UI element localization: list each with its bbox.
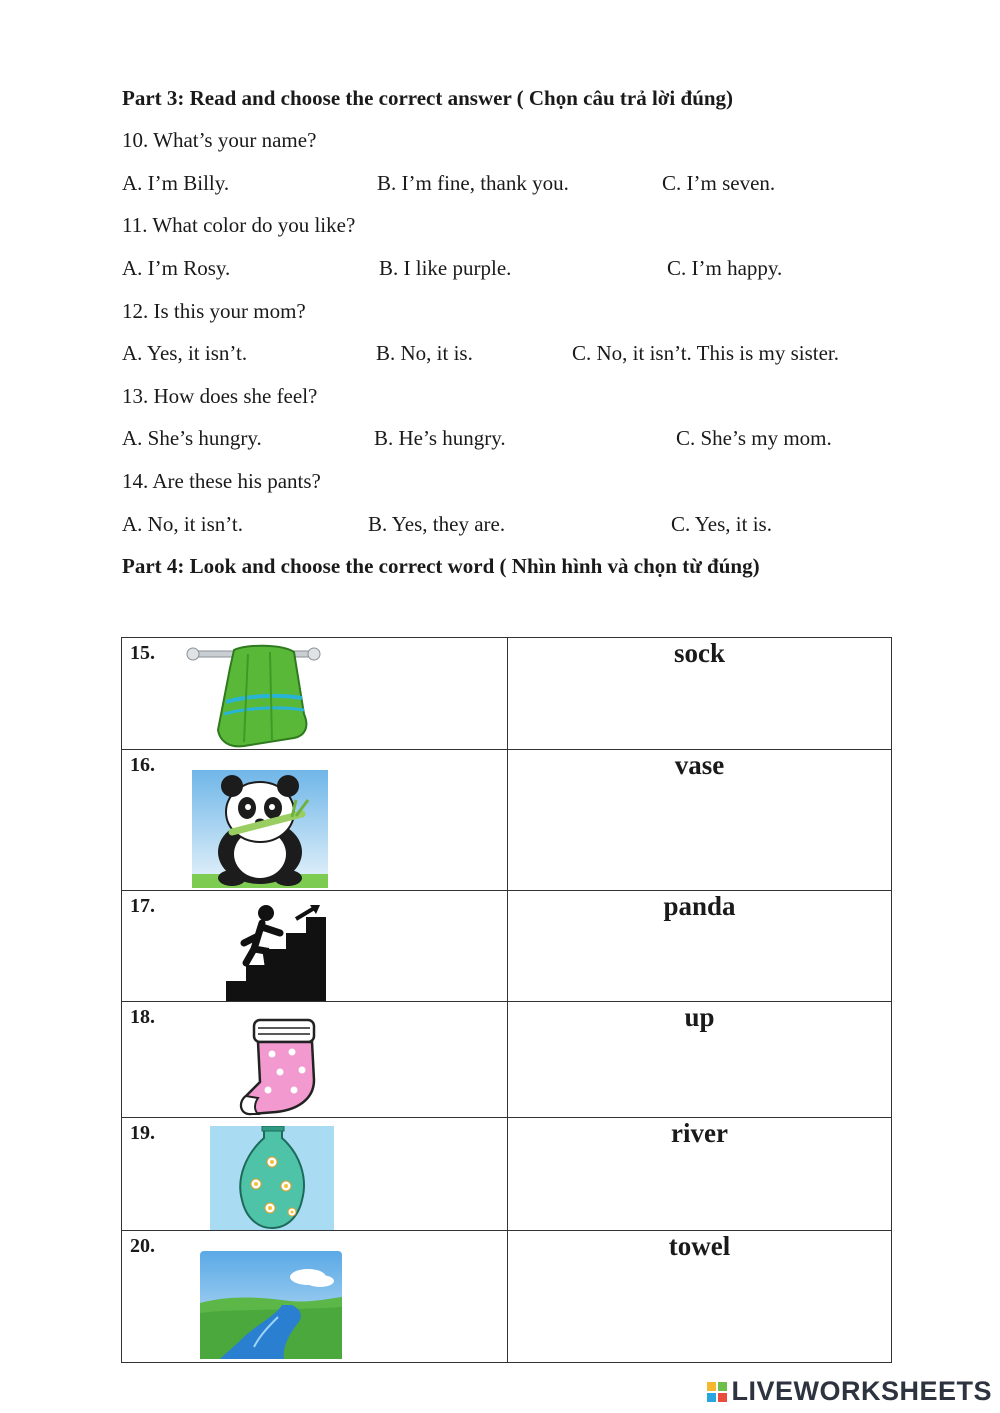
word-cell[interactable]: panda [508, 891, 892, 1002]
river-icon [200, 1251, 342, 1359]
question-13: 13. How does she feel? [122, 384, 318, 408]
part4-heading: Part 4: Look and choose the correct word ( Nhìn hình và chọn từ đúng) [122, 554, 760, 578]
liveworksheets-logo-icon [706, 1381, 728, 1403]
table-row [122, 891, 892, 1002]
item-number: 15. [130, 642, 155, 664]
table-row [122, 1231, 892, 1363]
vase-icon [210, 1126, 334, 1230]
question-11: 11. What color do you like? [122, 213, 356, 237]
picture-cell [122, 1118, 508, 1231]
item-number: 18. [130, 1006, 155, 1028]
q11-option-a[interactable]: A. I’m Rosy. [122, 256, 231, 280]
question-14: 14. Are these his pants? [122, 469, 321, 493]
q13-option-c[interactable]: C. She’s my mom. [676, 426, 832, 450]
picture-cell [122, 891, 508, 1002]
climb-up-icon [226, 903, 326, 1001]
q11-option-c[interactable]: C. I’m happy. [667, 256, 783, 280]
table-row [122, 750, 892, 891]
q12-option-a[interactable]: A. Yes, it isn’t. [122, 341, 248, 365]
question-12: 12. Is this your mom? [122, 299, 306, 323]
question-10: 10. What’s your name? [122, 128, 317, 152]
table-row [122, 1118, 892, 1231]
q10-option-b[interactable]: B. I’m fine, thank you. [377, 171, 569, 195]
picture-cell [122, 1002, 508, 1118]
sock-icon [236, 1018, 324, 1116]
word-cell[interactable]: sock [508, 638, 892, 750]
table-row [122, 638, 892, 750]
liveworksheets-logo [706, 1376, 992, 1407]
panda-icon [192, 770, 328, 888]
q11-option-b[interactable]: B. I like purple. [379, 256, 512, 280]
picture-cell [122, 750, 508, 891]
q14-option-c[interactable]: C. Yes, it is. [671, 512, 772, 536]
word-cell[interactable]: towel [508, 1231, 892, 1363]
q10-option-a[interactable]: A. I’m Billy. [122, 171, 230, 195]
item-number: 16. [130, 754, 155, 776]
towel-icon [186, 642, 321, 750]
q12-option-b[interactable]: B. No, it is. [376, 341, 473, 365]
word-cell[interactable]: up [508, 1002, 892, 1118]
table-row [122, 1002, 892, 1118]
item-number: 19. [130, 1122, 155, 1144]
q14-option-b[interactable]: B. Yes, they are. [368, 512, 506, 536]
q12-option-c[interactable]: C. No, it isn’t. This is my sister. [572, 341, 840, 365]
item-number: 20. [130, 1235, 155, 1257]
brand-text: LIVEWORKSHEETS [731, 1376, 992, 1406]
q14-option-a[interactable]: A. No, it isn’t. [122, 512, 243, 536]
word-cell[interactable]: vase [508, 750, 892, 891]
word-cell[interactable]: river [508, 1118, 892, 1231]
picture-cell [122, 638, 508, 750]
matching-table [121, 637, 892, 1363]
picture-cell [122, 1231, 508, 1363]
part3-heading: Part 3: Read and choose the correct answer ( Chọn câu trả lời đúng) [122, 86, 734, 110]
item-number: 17. [130, 895, 155, 917]
q10-option-c[interactable]: C. I’m seven. [662, 171, 776, 195]
q13-option-b[interactable]: B. He’s hungry. [374, 426, 506, 450]
q13-option-a[interactable]: A. She’s hungry. [122, 426, 262, 450]
